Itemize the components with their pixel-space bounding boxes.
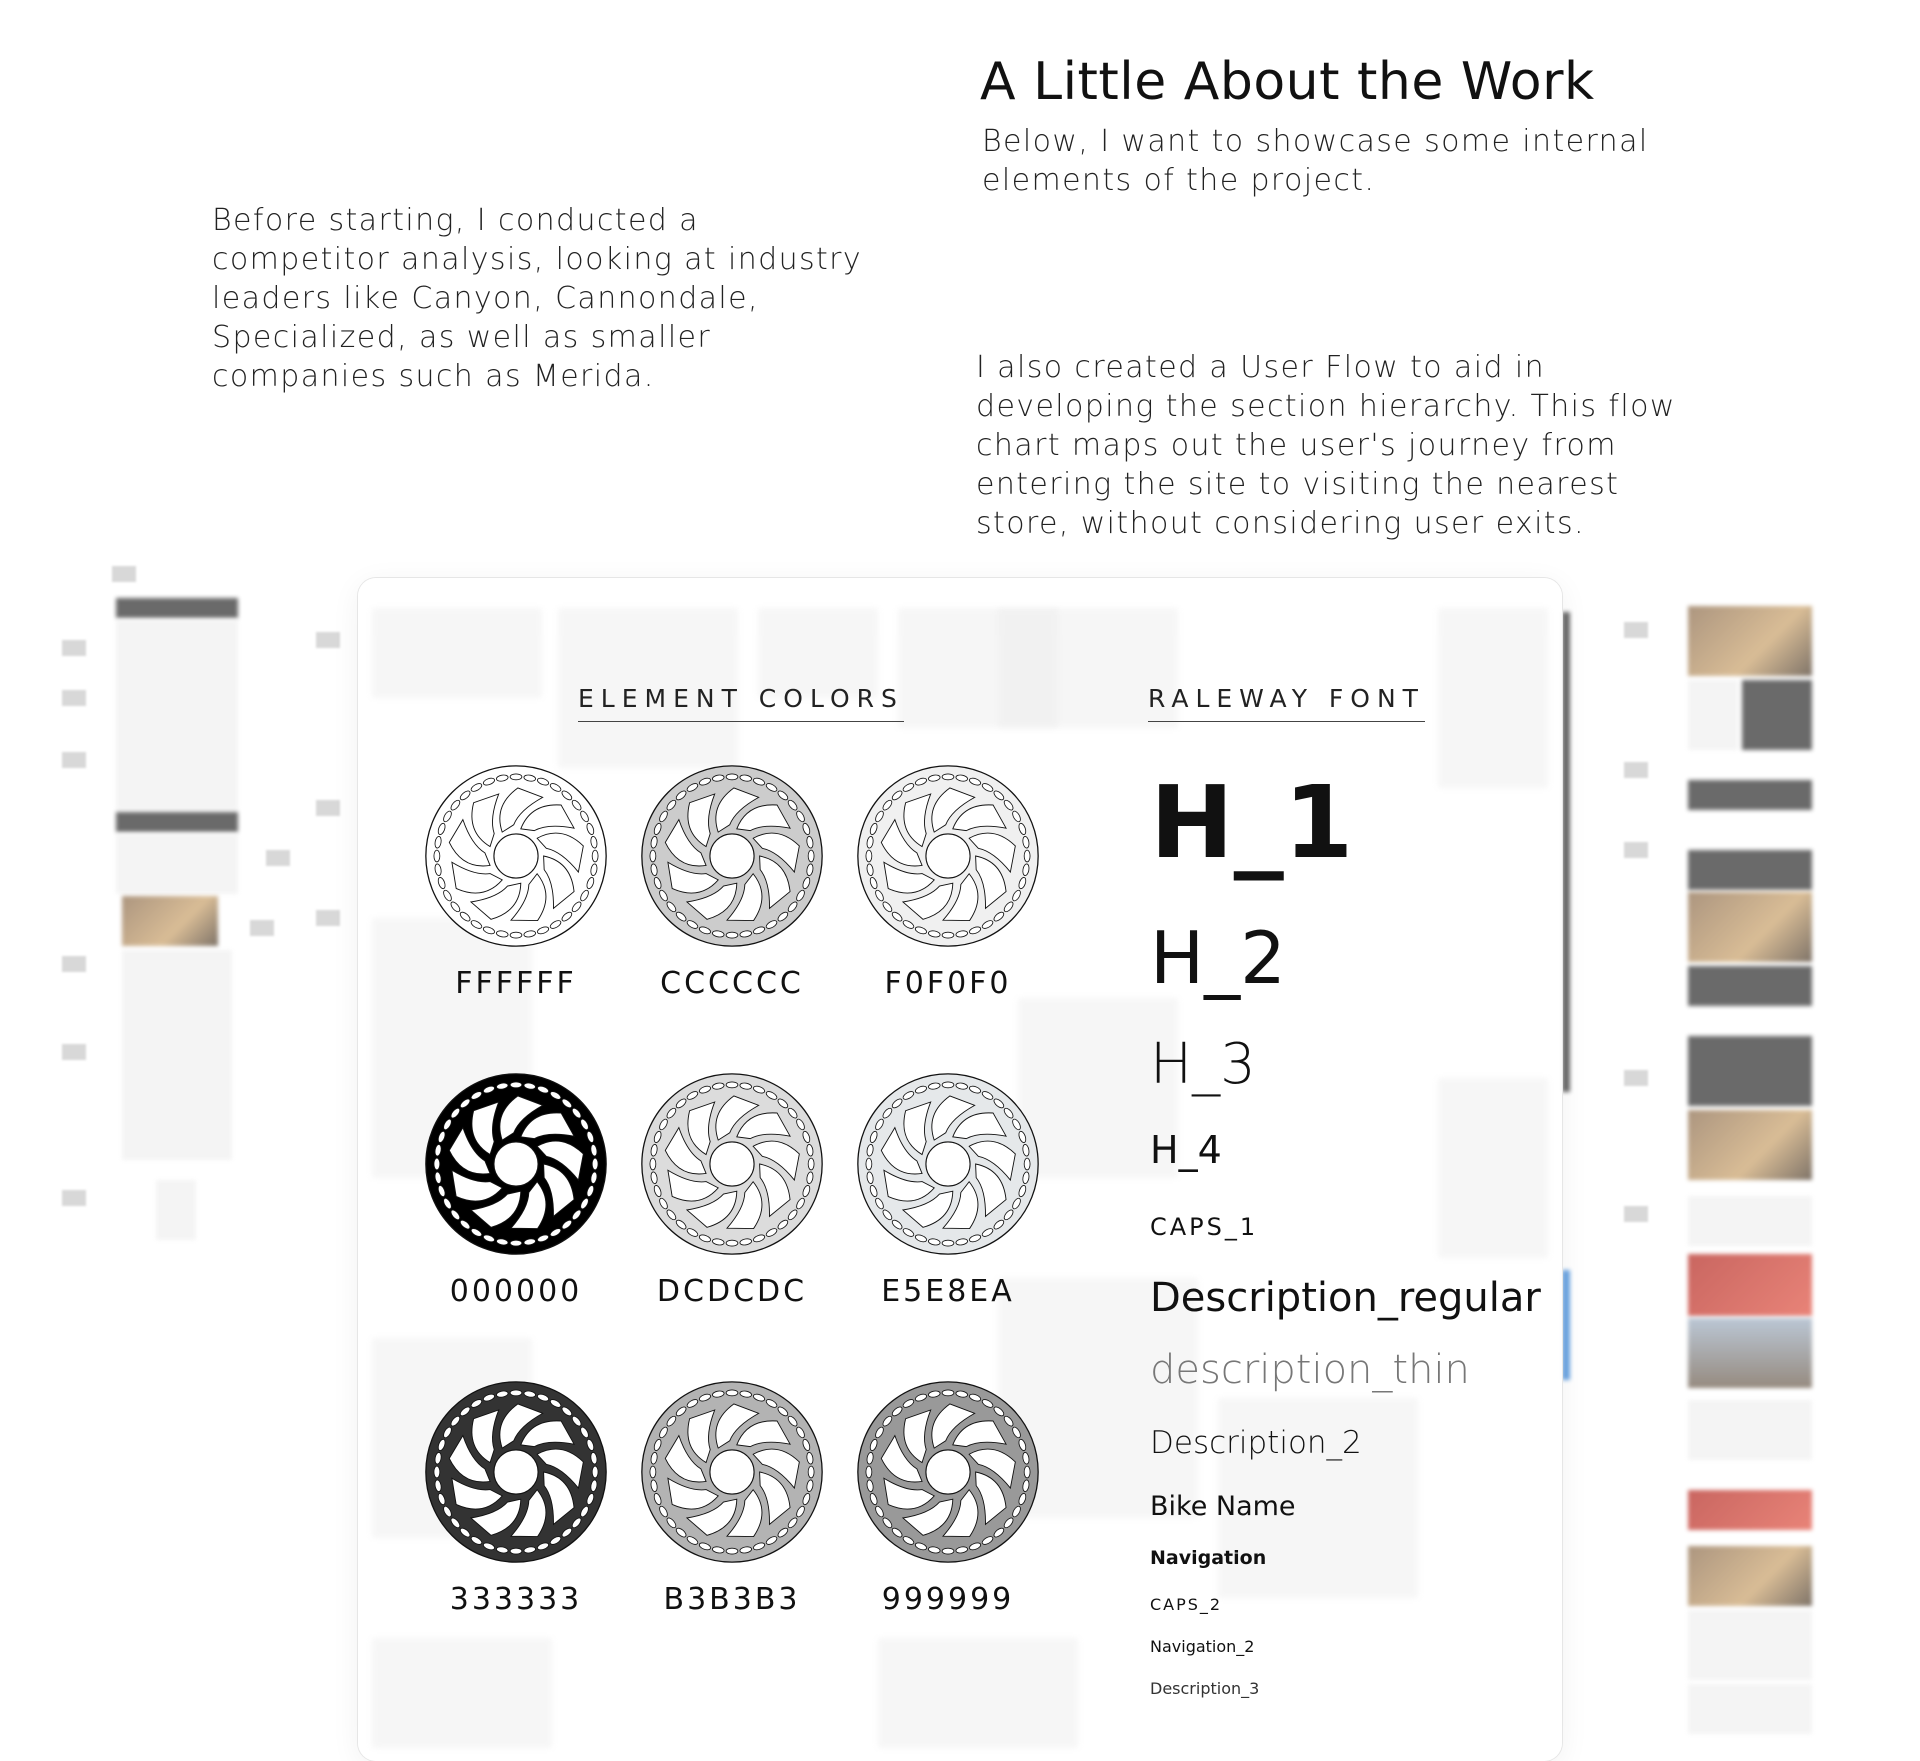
flow-note (112, 566, 136, 582)
flow-note (62, 1044, 86, 1060)
flow-note (1624, 622, 1648, 638)
flow-thumb (122, 896, 218, 946)
type-sample-h1: H_1 (1150, 764, 1354, 881)
screen-thumb (1688, 1490, 1812, 1530)
screen-thumb (1688, 1036, 1812, 1106)
brake-rotor-icon (640, 1072, 824, 1256)
brake-rotor-icon (856, 1072, 1040, 1256)
flow-thumb (116, 620, 238, 810)
panel-bg-thumb (1438, 608, 1548, 788)
flow-note (62, 752, 86, 768)
color-swatch (416, 1072, 616, 1309)
type-sample-caps2: CAPS_2 (1150, 1595, 1223, 1614)
type-sample-h2: H_2 (1150, 916, 1286, 1000)
flow-note (316, 800, 340, 816)
flow-note (1624, 1206, 1648, 1222)
screen-edge (1562, 1270, 1570, 1380)
type-sample-bike-name: Bike Name (1150, 1491, 1296, 1522)
type-sample-description-2: Description_2 (1150, 1425, 1362, 1461)
type-sample-caps1: CAPS_1 (1150, 1213, 1259, 1241)
screen-thumb (1688, 1546, 1812, 1606)
type-sample-h4: H_4 (1150, 1128, 1222, 1172)
screen-thumb (1688, 1610, 1812, 1680)
color-swatch (632, 1380, 832, 1617)
color-code: 999999 (881, 1582, 1015, 1617)
color-code: E5E8EA (881, 1274, 1015, 1309)
style-guide-panel (358, 578, 1562, 1761)
flow-note (1624, 1070, 1648, 1086)
type-sample-navigation: Navigation (1150, 1547, 1267, 1569)
color-code: CCCCCC (660, 966, 804, 1001)
brake-rotor-icon (424, 1072, 608, 1256)
type-sample-description-thin: description_thin (1150, 1347, 1470, 1393)
color-swatch (416, 764, 616, 1001)
color-swatch (632, 764, 832, 1001)
flow-note (316, 910, 340, 926)
color-code: DCDCDC (656, 1274, 808, 1309)
brake-rotor-icon (856, 764, 1040, 948)
color-swatch (848, 764, 1048, 1001)
flow-note (62, 956, 86, 972)
screen-thumb (1688, 1318, 1812, 1388)
flow-note (1624, 762, 1648, 778)
flow-note (62, 690, 86, 706)
type-sample-h3: H_3 (1150, 1032, 1256, 1097)
competitor-analysis-text: Before starting, I conducted a competitor analysis, looking at industry leaders like Canyon, Cannondale, Specialized, as well as smaller companies such as Merida. (212, 203, 863, 394)
flow-thumb (116, 834, 238, 894)
brake-rotor-icon (424, 764, 608, 948)
screen-thumb (1688, 680, 1738, 750)
screen-thumb (1688, 892, 1812, 962)
raleway-font-title: RALEWAY FONT (1148, 684, 1425, 722)
type-sample-navigation-2: Navigation_2 (1150, 1637, 1255, 1656)
brake-rotor-icon (856, 1380, 1040, 1564)
screen-thumb (1688, 780, 1812, 810)
color-swatch (848, 1380, 1048, 1617)
color-swatch (416, 1380, 616, 1617)
panel-bg-thumb (372, 1638, 552, 1748)
screen-thumb (1688, 1254, 1812, 1316)
flow-thumb (116, 598, 238, 618)
panel-bg-thumb (878, 1638, 1078, 1748)
brake-rotor-icon (640, 1380, 824, 1564)
flow-note (62, 1190, 86, 1206)
color-code: FFFFFF (455, 966, 577, 1001)
flow-note (266, 850, 290, 866)
panel-bg-thumb (1438, 1078, 1548, 1258)
flow-note (316, 632, 340, 648)
screen-edge (1562, 612, 1570, 1092)
color-code: B3B3B3 (663, 1582, 801, 1617)
color-swatch (632, 1072, 832, 1309)
color-code: 000000 (449, 1274, 583, 1309)
type-sample-description-3: Description_3 (1150, 1679, 1260, 1698)
screen-thumb (1742, 680, 1812, 750)
brake-rotor-icon (424, 1380, 608, 1564)
flow-thumb (156, 1180, 196, 1240)
intro-title: A Little About the Work (980, 52, 1595, 112)
screen-thumb (1688, 1684, 1812, 1734)
type-sample-description-regular: Description_regular (1150, 1275, 1541, 1321)
screen-thumb (1688, 1110, 1812, 1180)
flow-thumb (116, 812, 238, 832)
flow-note (62, 640, 86, 656)
color-swatch (848, 1072, 1048, 1309)
screen-thumb (1688, 606, 1812, 676)
user-flow-text: I also created a User Flow to aid in developing the section hierarchy. This flow chart maps out the user's journey from entering the site to visiting the nearest store, without considering user exits. (976, 350, 1676, 541)
screen-thumb (1688, 1196, 1812, 1246)
brake-rotor-icon (640, 764, 824, 948)
panel-bg-thumb (372, 608, 542, 698)
color-code: 333333 (449, 1582, 583, 1617)
flow-note (1624, 842, 1648, 858)
color-code: F0F0F0 (884, 966, 1012, 1001)
screen-thumb (1688, 850, 1812, 890)
element-colors-title: ELEMENT COLORS (578, 684, 904, 722)
flow-note (250, 920, 274, 936)
screen-thumb (1688, 1400, 1812, 1460)
intro-text: Below, I want to showcase some internal elements of the project. (982, 124, 1649, 198)
screen-thumb (1688, 966, 1812, 1006)
flow-thumb (122, 950, 232, 1160)
